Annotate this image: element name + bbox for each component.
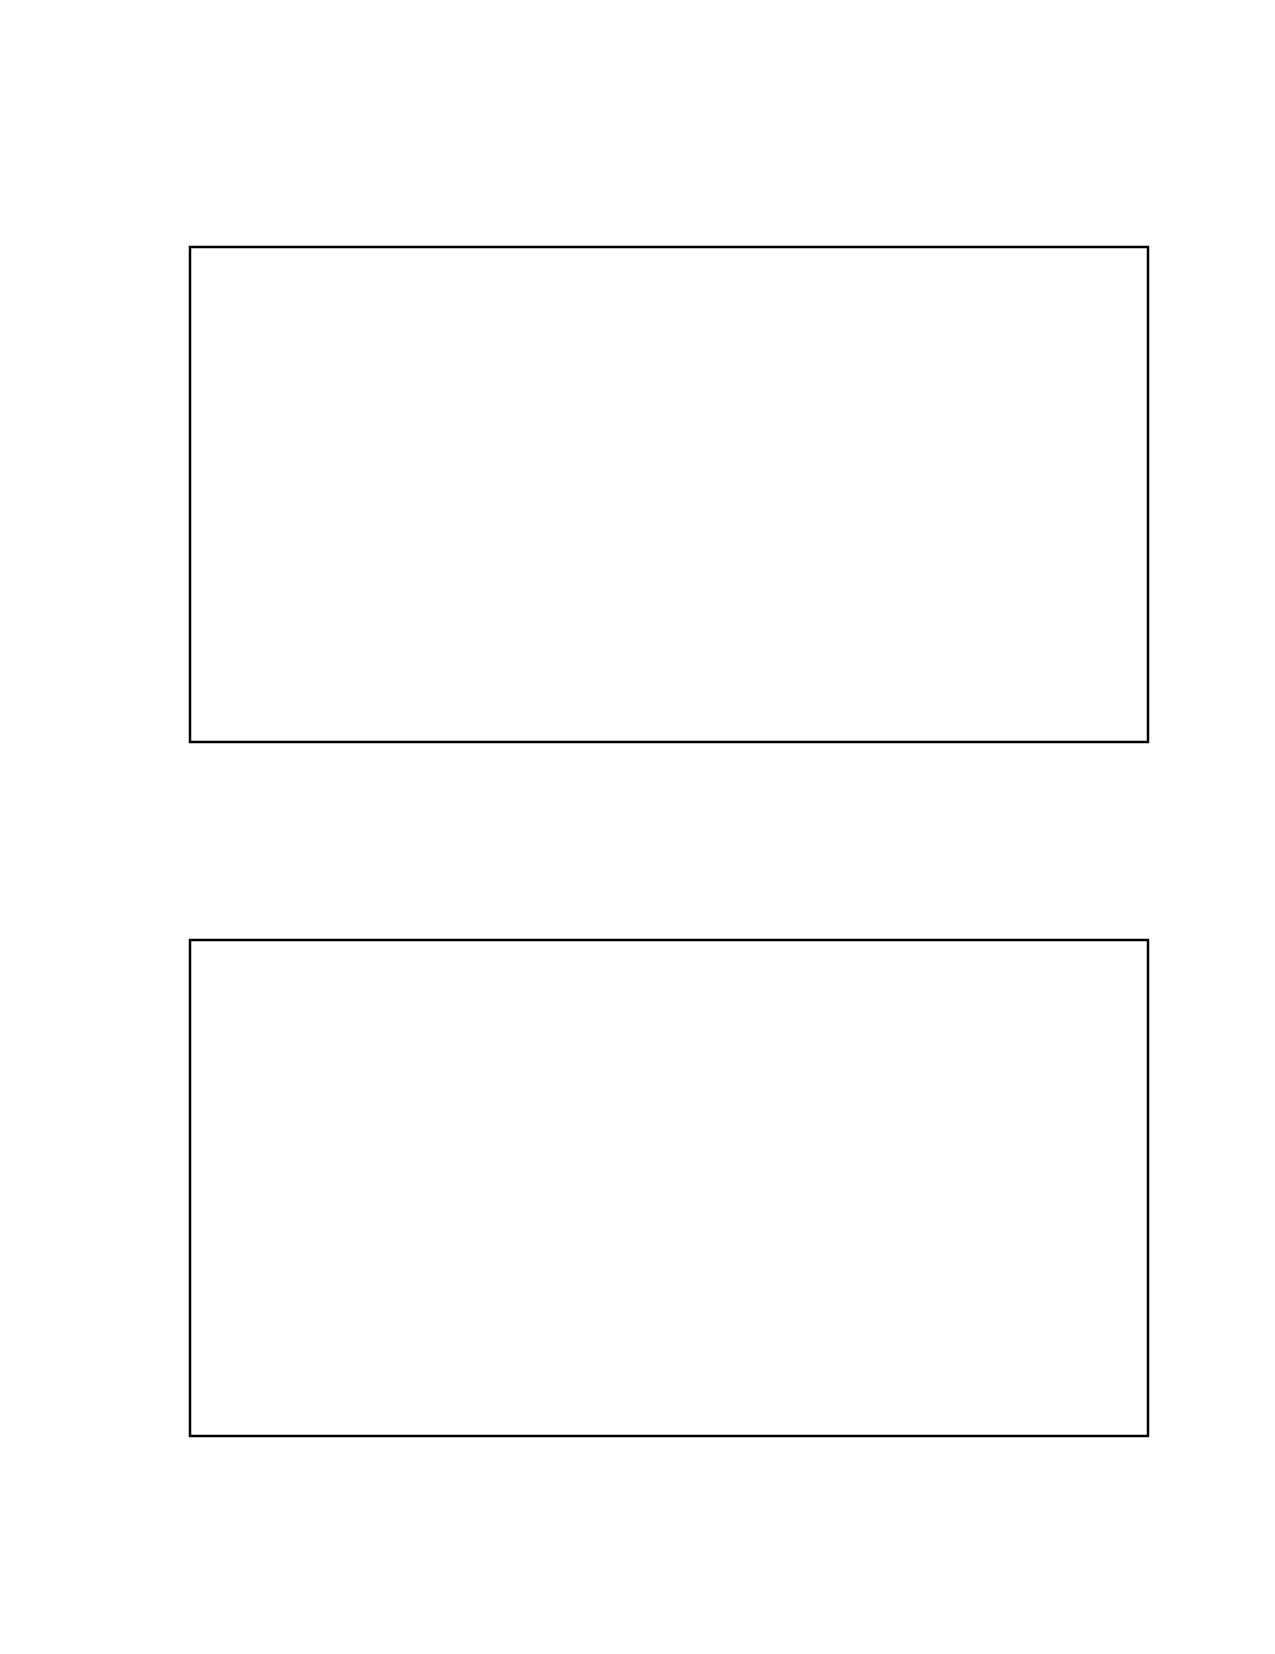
bottom-plot — [190, 940, 1148, 1436]
bottom-plot-frame — [190, 940, 1148, 1436]
top-plot-frame — [190, 247, 1148, 742]
top-plot — [190, 247, 1148, 742]
